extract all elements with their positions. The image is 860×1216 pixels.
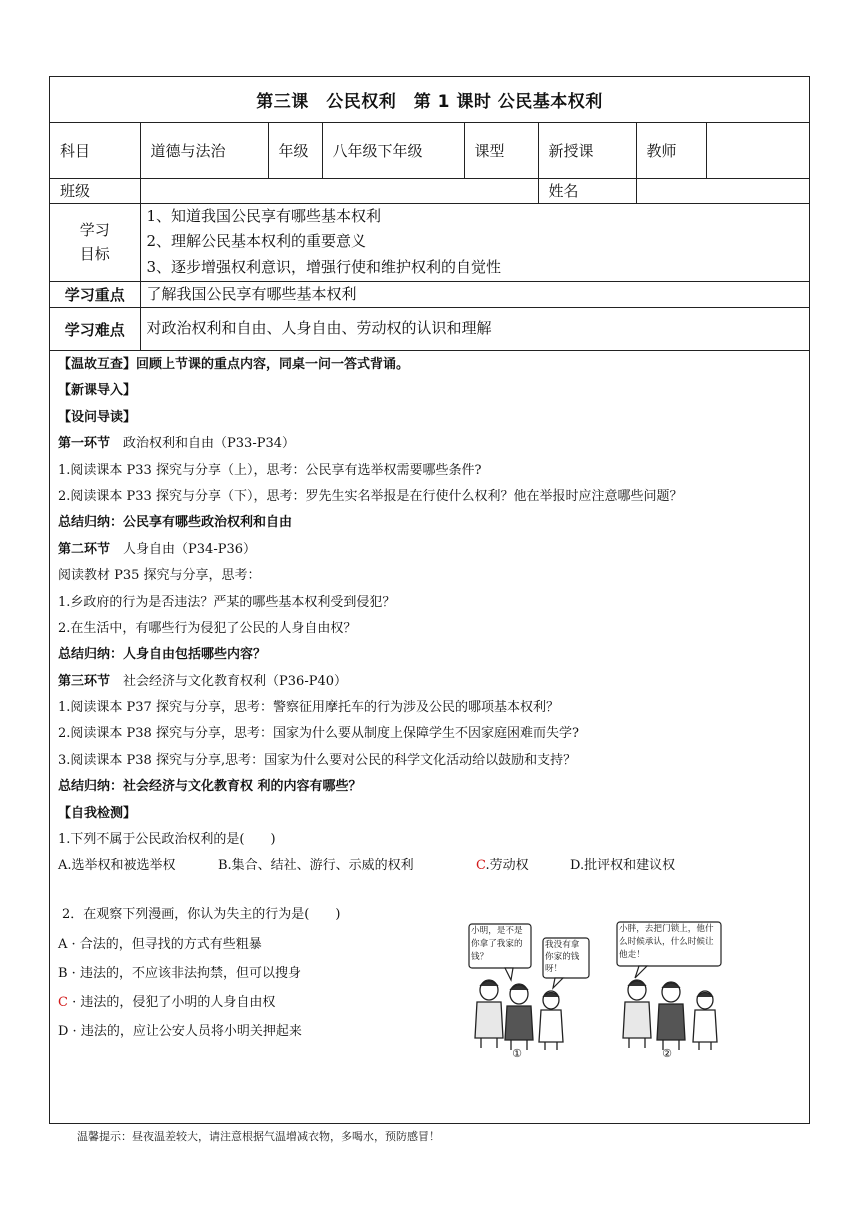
section1-question: 2.阅读课本 P33 探究与分享（下），思考：罗先生实名举报是在行使什么权利？他在举报时应注意哪些问题？: [58, 488, 683, 504]
option-c: [476, 853, 570, 879]
section2-intro: 阅读教材 P35 探究与分享，思考：: [58, 568, 261, 584]
section3-label: 第三环节: [58, 673, 111, 689]
lesson-content: [50, 350, 809, 1123]
section2-label: 第二环节: [58, 541, 111, 557]
subject-label: 科目: [50, 123, 140, 178]
panel2-label: ②: [662, 1047, 672, 1060]
goals-list: [140, 203, 809, 281]
teacher-value[interactable]: [706, 123, 809, 178]
option-c-letter: C: [476, 858, 486, 874]
option-c-text: · 违法的，侵犯了小明的人身自由权: [67, 995, 276, 1010]
option-c-text: .劳动权: [485, 858, 529, 874]
option-a: A · 合法的，但寻找的方式有些粗暴: [58, 937, 262, 952]
key-point-text: 了解我国公民享有哪些基本权利: [140, 281, 809, 308]
option-c: [58, 988, 302, 1017]
option-d: D · 违法的，应让公安人员将小明关押起来: [58, 1024, 302, 1039]
section3-heading: [58, 669, 801, 695]
quiz-question-1: 1.下列不属于公民政治权利的是( ): [58, 832, 276, 848]
goal-item: 3、逐步增强权利意识，增强行使和维护权利的自觉性: [146, 257, 502, 276]
name-value[interactable]: [636, 178, 809, 203]
difficulty-label: 学习难点: [50, 308, 140, 351]
section1-label: 第一环节: [58, 436, 111, 452]
page-title: 第三课 公民权利 第 1 课时 公民基本权利: [50, 77, 809, 123]
goal-item: 2、理解公民基本权利的重要意义: [146, 232, 367, 251]
panel2-figures: [623, 980, 717, 1050]
goals-label-line2: 目标: [79, 245, 110, 263]
option-b: B.集合、结社、游行、示威的权利: [218, 858, 414, 874]
section3-title: 社会经济与文化教育权利（P36-P40）: [123, 673, 348, 689]
section3-question: 1.阅读课本 P37 探究与分享，思考：警察征用摩托车的行为涉及公民的哪项基本权利？: [58, 700, 559, 716]
section2-question: 1.乡政府的行为是否违法？严某的哪些基本权利受到侵犯？: [58, 594, 396, 610]
comic-illustration: [467, 920, 723, 1060]
section1-question: 1.阅读课本 P33 探究与分享（上），思考：公民享有选举权需要哪些条件?: [58, 462, 482, 478]
quiz-question-2: 2．在观察下列漫画，你认为失主的行为是( ): [62, 906, 341, 922]
option-d: D.批评权和建议权: [570, 858, 676, 874]
teacher-label: 教师: [636, 123, 706, 178]
goals-label-line1: 学习: [79, 221, 110, 239]
class-value[interactable]: [140, 178, 538, 203]
goal-item: 1、知道我国公民享有哪些基本权利: [146, 206, 382, 225]
section1-heading: [58, 431, 801, 457]
section2-summary: 总结归纳：人身自由包括哪些内容？: [58, 647, 267, 663]
grade-value: 八年级下年级: [322, 123, 464, 178]
self-check-heading: 【自我检测】: [58, 805, 137, 821]
grade-label: 年级: [268, 123, 322, 178]
section3-question: 3.阅读课本 P38 探究与分享,思考：国家为什么要对公民的科学文化活动给以鼓励和支持？: [58, 752, 577, 768]
goals-label: [50, 203, 140, 281]
quiz-question-2-options: [58, 930, 302, 1046]
bubble-text-2: 我没有拿你家的钱呀！: [545, 940, 580, 974]
section2-heading: [58, 537, 801, 563]
info-table: [50, 123, 809, 351]
key-point-label: 学习重点: [50, 281, 140, 308]
section3-question: 2.阅读课本 P38 探究与分享，思考：国家为什么要从制度上保障学生不因家庭困难而失学?: [58, 726, 579, 742]
section3-summary: 总结归纳：社会经济与文化教育权 利的内容有哪些？: [58, 779, 362, 795]
intro-heading: 【新课导入】: [58, 383, 137, 399]
subject-value: 道德与法治: [140, 123, 268, 178]
type-value: 新授课: [538, 123, 636, 178]
option-c-letter: C: [58, 995, 68, 1010]
option-a: A.选举权和被选举权: [58, 858, 176, 874]
difficulty-text: 对政治权利和自由、人身自由、劳动权的认识和理解: [140, 308, 809, 351]
section2-title: 人身自由（P34-P36）: [123, 541, 257, 557]
panel1-figures: [475, 980, 563, 1050]
bubble-text-3: 小胖，去把门锁上，他什么时候承认，什么时候让他走！: [619, 924, 714, 960]
quiz-question-1-options: [58, 853, 801, 879]
name-label: 姓名: [538, 178, 636, 203]
lesson-plan-sheet: [49, 76, 810, 1124]
guide-heading: 【设问导读】: [58, 409, 137, 425]
type-label: 课型: [464, 123, 538, 178]
panel1-label: ①: [512, 1047, 522, 1060]
class-label: 班级: [50, 178, 140, 203]
section1-summary: 总结归纳：公民享有哪些政治权利和自由: [58, 515, 293, 531]
section1-title: 政治权利和自由（P33-P34）: [123, 436, 296, 452]
section2-question: 2.在生活中，有哪些行为侵犯了公民的人身自由权？: [58, 620, 357, 636]
footer-tip: 温馨提示：昼夜温差较大，请注意根据气温增减衣物，多喝水，预防感冒！: [77, 1130, 440, 1143]
bubble-text-1: 小明，是不是你拿了我家的钱？: [471, 926, 523, 962]
option-b: B · 违法的，不应该非法拘禁，但可以搜身: [58, 966, 301, 981]
review-heading: 【温故互查】回顾上节课的重点内容，同桌一问一答式背诵。: [58, 357, 410, 372]
